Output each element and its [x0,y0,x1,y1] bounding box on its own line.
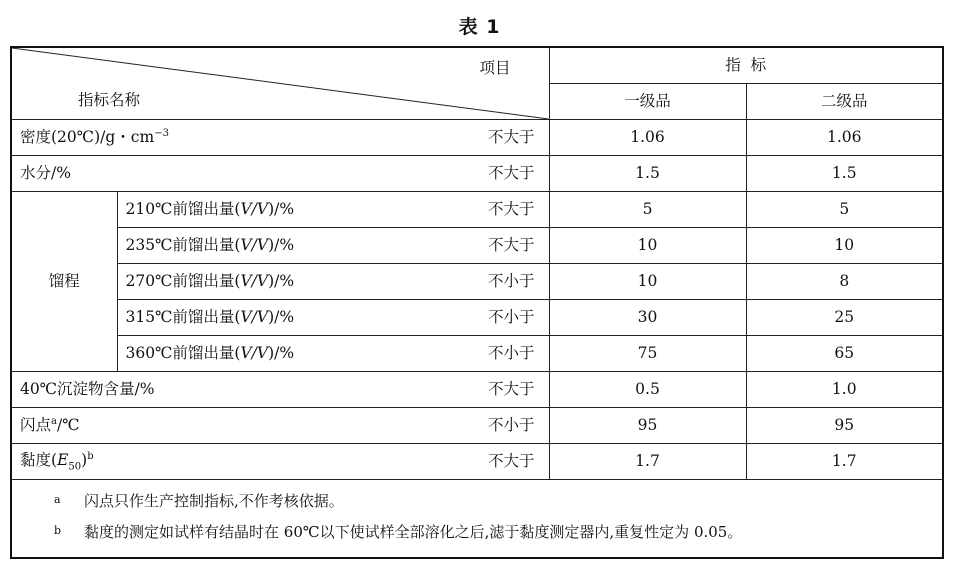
flash-label-cell [11,408,549,444]
header-grade2: 二级品 [746,84,943,120]
density-label: 密度(20℃)/g・cm [20,128,155,147]
sediment-limit: 不大于 [487,380,535,398]
viscosity-sub: 50 [68,461,82,473]
flash-grade2: 95 [746,408,943,444]
distill-item-label: 270℃前馏出量(V/V)/% [125,271,295,290]
header-diagonal-cell [11,47,549,120]
sediment-label: 40℃沉淀物含量/% [20,379,155,398]
water-grade2: 1.5 [746,156,943,192]
table-row [11,300,943,336]
distill-item-limit: 不小于 [487,308,535,326]
header-name-label: 指标名称 [78,91,141,109]
table-row [11,120,943,156]
table-row [11,192,943,228]
footnote-text: 闪点只作生产控制指标,不作考核依据。 [84,492,344,510]
distill-grade1: 10 [549,228,746,264]
density-grade2: 1.06 [746,120,943,156]
density-limit: 不大于 [487,128,535,146]
footnotes-row [11,480,943,558]
table-title: 表 1 [458,16,501,38]
viscosity-limit: 不大于 [487,452,535,470]
sediment-grade1: 0.5 [549,372,746,408]
header-indicator: 指 标 [549,47,943,84]
distill-grade1: 30 [549,300,746,336]
footnote-a [24,490,930,513]
distill-grade1: 75 [549,336,746,372]
table-row [11,228,943,264]
table-row [11,336,943,372]
density-exponent: −3 [154,128,169,140]
water-label-cell [11,156,549,192]
viscosity-label: 黏度( [20,451,58,470]
viscosity-grade1: 1.7 [549,444,746,480]
sediment-grade2: 1.0 [746,372,943,408]
footnote-text: 黏度的测定如试样有结晶时在 60℃以下使试样全部溶化之后,滤于黏度测定器内,重复性定为 0.05。 [84,523,743,542]
viscosity-e: E [57,451,69,470]
viscosity-footnote-mark: b [87,450,94,462]
distill-item-label: 210℃前馏出量(V/V)/% [125,199,295,218]
table-row [11,372,943,408]
distill-item-limit: 不小于 [487,344,535,362]
distill-grade2: 25 [746,300,943,336]
viscosity-label-cell [11,444,549,480]
flash-label: 闪点 [20,416,52,435]
distill-item-limit: 不大于 [487,236,535,254]
distill-item-cell [117,228,549,264]
distill-item-label: 235℃前馏出量(V/V)/% [125,235,295,254]
spec-table [10,46,944,559]
distill-group-label: 馏程 [11,192,117,372]
water-label: 水分/% [20,163,71,182]
distill-item-cell [117,336,549,372]
header-item-label: 项目 [479,59,511,77]
table-row [11,444,943,480]
density-label-cell [11,120,549,156]
viscosity-grade2: 1.7 [746,444,943,480]
footnote-mark: a [54,493,61,506]
distill-grade1: 10 [549,264,746,300]
distill-item-limit: 不小于 [487,272,535,290]
table-row [11,156,943,192]
distill-grade1: 5 [549,192,746,228]
header-grade1: 一级品 [549,84,746,120]
sediment-label-cell [11,372,549,408]
distill-item-label: 360℃前馏出量(V/V)/% [125,343,295,362]
water-limit: 不大于 [487,164,535,182]
table-row [11,408,943,444]
table-row [11,264,943,300]
distill-grade2: 65 [746,336,943,372]
flash-footnote-mark: a [51,416,57,428]
distill-item-cell [117,300,549,336]
flash-limit: 不小于 [487,416,535,434]
density-grade1: 1.06 [549,120,746,156]
footnotes-cell [11,480,943,558]
distill-item-cell [117,264,549,300]
distill-item-limit: 不大于 [487,200,535,218]
viscosity-close: ) [81,451,88,470]
flash-unit: /℃ [56,416,80,435]
distill-item-label: 315℃前馏出量(V/V)/% [125,307,295,326]
water-grade1: 1.5 [549,156,746,192]
distill-item-cell [117,192,549,228]
flash-grade1: 95 [549,408,746,444]
distill-grade2: 10 [746,228,943,264]
footnote-mark: b [54,524,62,538]
distill-grade2: 5 [746,192,943,228]
footnote-b [24,521,930,544]
distill-grade2: 8 [746,264,943,300]
